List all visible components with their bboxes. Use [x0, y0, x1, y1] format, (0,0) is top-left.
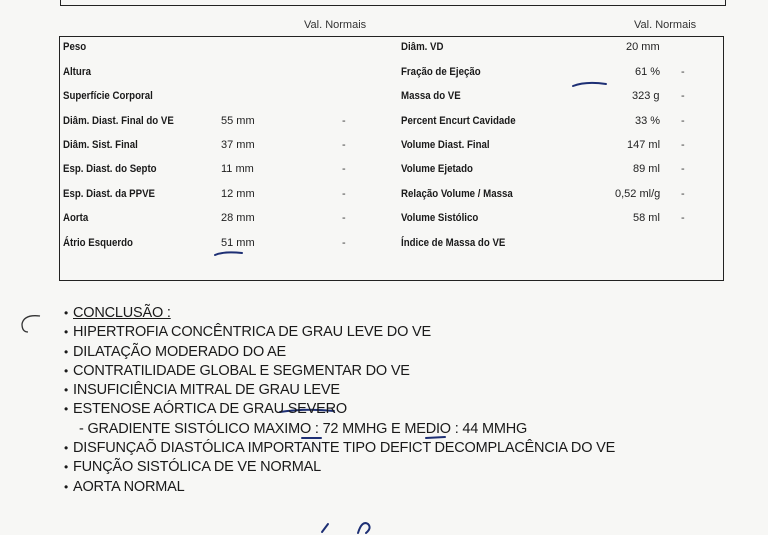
- measure-label: Átrio Esquerdo: [63, 237, 133, 249]
- measure-normal: -: [342, 115, 346, 127]
- conclusion-item-gradient: - GRADIENTE SISTÓLICO MAXIMO : 72 MMHG E MEDIO : 44 MMHG: [79, 420, 528, 437]
- handwritten-signature-mark: [318, 518, 388, 535]
- measure-value: 89 ml: [633, 163, 660, 175]
- conclusion-item: • DISFUNÇAÕ DIASTÓLICA IMPORTANTE TIPO DEFICT DECOMPLACÊNCIA DO VE: [64, 440, 616, 457]
- conclusion-item: • FUNÇÃO SISTÓLICA DE VE NORMAL: [64, 459, 321, 476]
- measure-value: 20 mm: [626, 41, 660, 53]
- measure-label: Índice de Massa do VE: [401, 237, 506, 249]
- conclusion-item-stenosis: • ESTENOSE AÓRTICA DE GRAU SEVERO: [64, 401, 347, 418]
- measure-normal: -: [681, 90, 685, 102]
- gradient-mean-value: 44: [462, 420, 479, 437]
- gradient-max-value: 72: [322, 420, 339, 437]
- measure-normal: -: [342, 163, 346, 175]
- measure-label: Diâm. VD: [401, 41, 444, 53]
- measure-normal: -: [681, 139, 685, 151]
- measure-label: Esp. Diast. do Septo: [63, 163, 157, 175]
- measure-value: 11 mm: [221, 163, 254, 175]
- measure-value: 61 %: [635, 66, 661, 78]
- conclusion-item: • CONTRATILIDADE GLOBAL E SEGMENTAR DO VE: [64, 362, 410, 379]
- echo-measurements-table: [59, 36, 724, 281]
- measure-normal: -: [681, 66, 685, 78]
- normal-values-header-left: Val. Normais: [304, 19, 367, 31]
- measure-normal: -: [342, 237, 346, 249]
- conclusion-item: • INSUFICIÊNCIA MITRAL DE GRAU LEVE: [64, 382, 340, 399]
- stenosis-grade: SEVERO: [287, 401, 347, 418]
- measure-normal: -: [681, 188, 685, 200]
- handwritten-underline-fe: [570, 78, 610, 90]
- measure-label: Esp. Diast. da PPVE: [63, 188, 156, 200]
- conclusion-title: • CONCLUSÃO :: [64, 305, 171, 321]
- measure-normal: -: [342, 139, 346, 151]
- measure-label: Volume Ejetado: [401, 163, 473, 175]
- measure-normal: -: [681, 115, 685, 127]
- measure-label: Superfície Corporal: [63, 90, 153, 102]
- conclusion-items-after: [64, 439, 615, 497]
- measure-value: 28 mm: [221, 212, 255, 224]
- measure-normal: -: [681, 212, 685, 224]
- measure-label: Percent Encurt Cavidade: [401, 115, 516, 127]
- measure-value: 55 mm: [221, 115, 255, 127]
- handwritten-underline-ae: [212, 245, 246, 259]
- measure-value: 51 mm: [221, 237, 255, 249]
- measure-label: Volume Sistólico: [401, 212, 479, 224]
- measure-value: 37 mm: [221, 139, 255, 151]
- measure-value: 147 ml: [627, 139, 661, 151]
- measure-normal: -: [342, 212, 346, 224]
- measure-normal: -: [342, 188, 346, 200]
- measure-label: Peso: [63, 41, 87, 53]
- measure-label: Diâm. Diast. Final do VE: [63, 115, 174, 127]
- measure-label: Volume Diast. Final: [401, 139, 490, 151]
- conclusion-item: • HIPERTROFIA CONCÊNTRICA DE GRAU LEVE DO VE: [64, 324, 431, 341]
- measure-value: 33 %: [635, 115, 661, 127]
- measure-label: Fração de Ejeção: [401, 66, 481, 78]
- conclusion-item: • AORTA NORMAL: [64, 478, 185, 495]
- measure-value: 323 g: [632, 90, 660, 102]
- measure-value: 58 ml: [633, 212, 660, 224]
- previous-section-frame: [60, 0, 726, 6]
- measure-value: 12 mm: [221, 188, 255, 200]
- measure-normal: -: [681, 163, 685, 175]
- conclusion-section: [64, 304, 615, 497]
- measure-label: Relação Volume / Massa: [401, 188, 513, 200]
- conclusion-items: [64, 323, 615, 400]
- normal-values-header-right: Val. Normais: [634, 19, 697, 31]
- measure-label: Altura: [63, 66, 91, 78]
- measure-label: Massa do VE: [401, 90, 461, 102]
- hole-punch-mark: [18, 312, 44, 334]
- measure-value: 0,52 ml/g: [615, 188, 661, 200]
- measure-label: Aorta: [63, 212, 89, 224]
- conclusion-item: • DILATAÇÃO MODERADO DO AE: [64, 343, 287, 360]
- measure-label: Diâm. Sist. Final: [63, 139, 138, 151]
